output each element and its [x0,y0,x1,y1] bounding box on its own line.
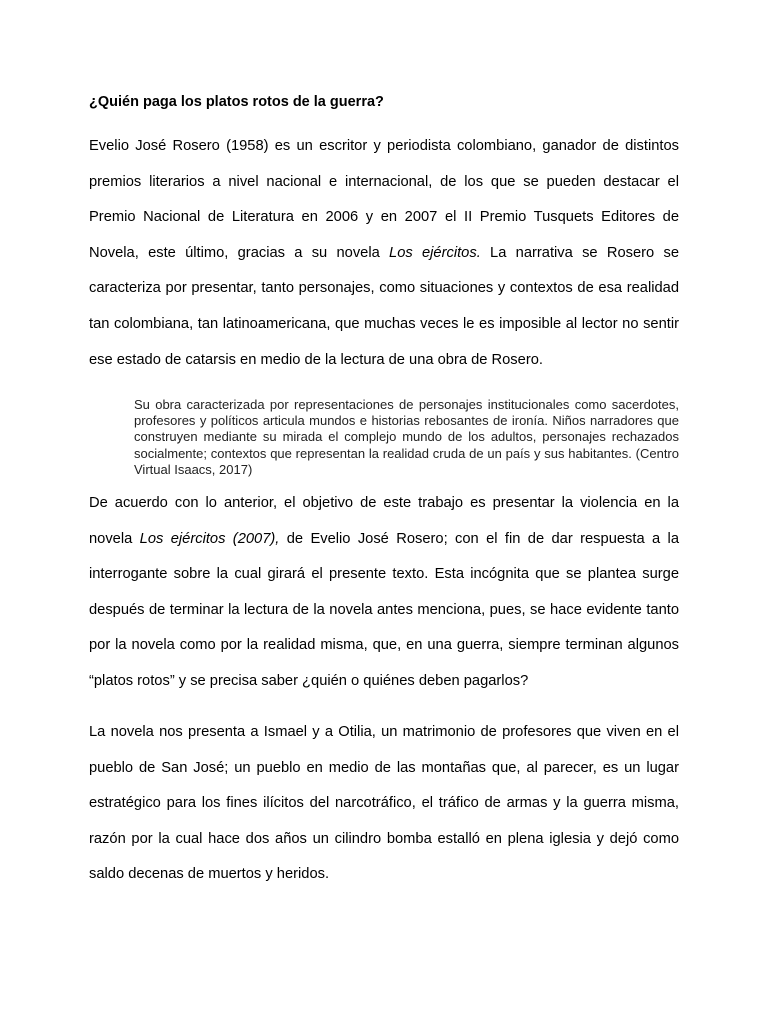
document-title: ¿Quién paga los platos rotos de la guerra? [89,94,384,110]
paragraph-synopsis: La novela nos presenta a Ismael y a Otilia, un matrimonio de profesores que viven en el pueblo de San José; un pueblo en medio de las montañas que, al parecer, es un lugar estratégico para los fines ilícitos del narcotráfico, el tráfico de armas y la guerra misma, razón por la cual hace dos años un cilindro bomba estalló en plena iglesia y dejó como saldo decenas de muertos y heridos. [89,724,679,883]
paragraph-objective-text-1: De acuerdo con lo anterior, el objetivo de este trabajo es presentar la violencia en la novela [89,495,679,547]
paragraph-intro-text-1: Evelio José Rosero (1958) es un escritor y periodista colombiano, ganador de distintos premios literarios a nivel nacional e internacional, de los que se pueden destacar el Premio Nacional de Literatura en 2006 y en 2007 el II Premio Tusquets Editores de Novela, este último, gracias a su novela [89,138,679,261]
paragraph-objective [89,486,679,700]
paragraph-objective-text-2: de Evelio José Rosero; con el fin de dar respuesta a la interrogante sobre la cual girará el presente texto. Esta incógnita que se plantea surge después de terminar la lectura de la novela antes menciona, pues, se hace evidente tanto por la novela como por la realidad misma, que, en una guerra, siempre terminan algunos “platos rotos” y se precisa saber ¿quién o quiénes deben pagarlos? [89,530,679,689]
block-quote: Su obra caracterizada por representaciones de personajes institucionales como sacerdotes, profesores y políticos articula mundos e historias rebosantes de ironía. Niños narradores que construyen mediante su mirada el complejo mundo de los adultos, personajes rechazados socialmente; contextos que representan la realidad cruda de un país y sus habitantes. (Centro Virtual Isaacs, 2017) [134,397,679,477]
paragraph-intro [89,129,679,378]
paragraph-intro-text-2: La narrativa se Rosero se caracteriza por presentar, tanto personajes, como situaciones y contextos de esa realidad tan colombiana, tan latinoamericana, que muchas veces le es imposible al lector no sentir ese estado de catarsis en medio de la lectura de una obra de Rosero. [89,244,679,368]
novel-title-year-italic: Los ejércitos (2007), [139,530,280,547]
novel-title-italic: Los ejércitos. [389,244,481,261]
